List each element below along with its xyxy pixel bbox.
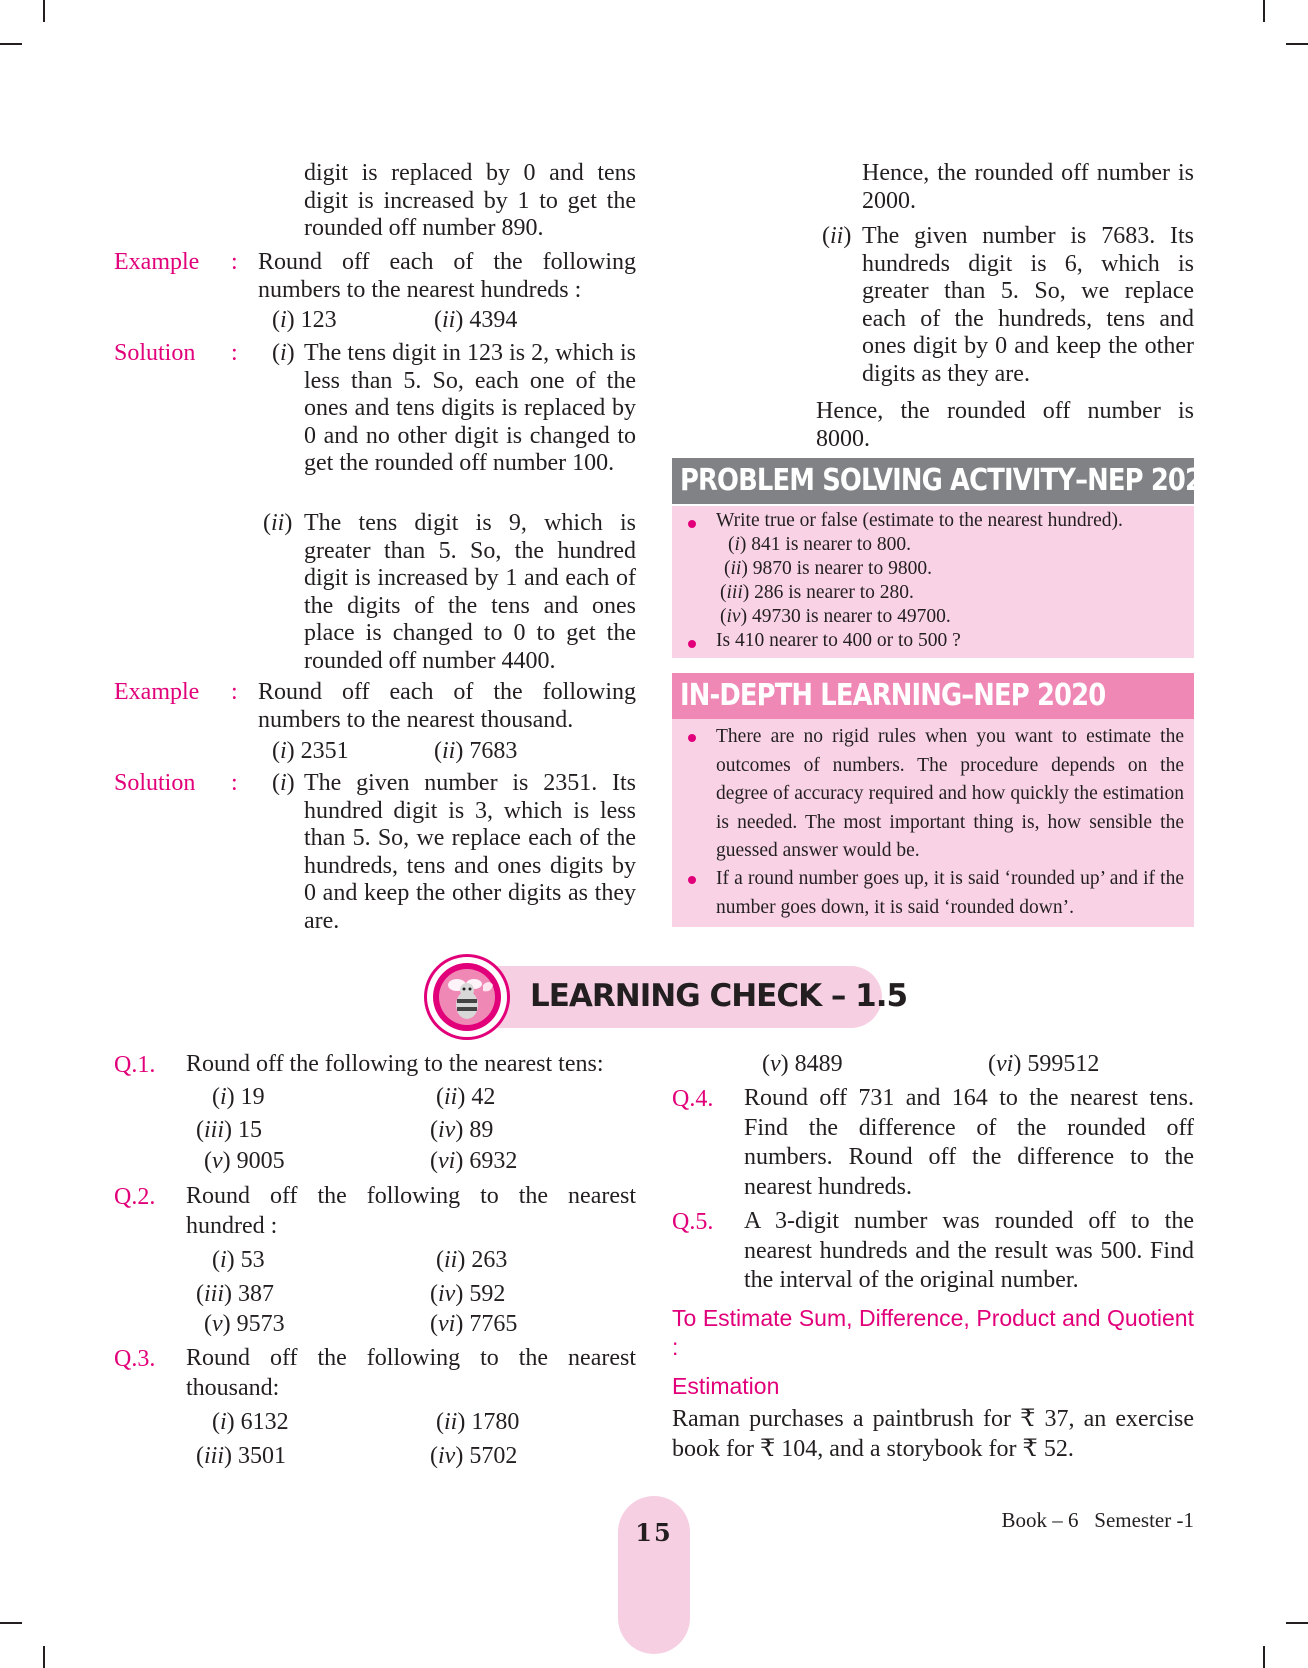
activity-item: (iv) 49730 is nearer to 49700. <box>720 606 951 627</box>
question-item: (iii) 15 <box>196 1117 263 1143</box>
question-item: (vi) 7765 <box>430 1311 518 1337</box>
question-item: (vi) 6932 <box>430 1148 518 1174</box>
question-item: (i) 19 <box>212 1084 265 1110</box>
problem-solving-banner <box>672 458 1220 504</box>
crop-mark <box>43 0 45 22</box>
crop-mark <box>1263 0 1265 22</box>
crop-mark <box>0 43 22 45</box>
solution-label: Solution <box>114 770 196 796</box>
question-number: Q.2. <box>114 1184 156 1210</box>
sub-heading: Estimation <box>672 1373 780 1399</box>
question-number: Q.4. <box>672 1086 714 1112</box>
bullet <box>688 520 696 528</box>
example-label: Example <box>114 679 200 705</box>
book-info: Book – 6 Semester -1 <box>1001 1508 1194 1532</box>
question-item: (ii) 1780 <box>436 1409 520 1435</box>
in-depth-title: IN-DEPTH LEARNING–NEP 2020 <box>680 678 1106 713</box>
paragraph: Raman purchases a paintbrush for ₹ 37, an exercise book for ₹ 104, and a storybook for ₹ 52. <box>672 1406 1194 1462</box>
solution-label: Solution <box>114 340 196 366</box>
solution-text: The given number is 2351. Its hundred digit is 3, which is less than 5. So, we replace each of the hundreds, tens and ones digits by 0 and keep the other digits as they are. <box>304 770 636 934</box>
bullet-text: Is 410 nearer to 400 or to 500 ? <box>716 630 961 651</box>
in-depth-box <box>672 719 1194 927</box>
page-number: 15 <box>635 1518 673 1547</box>
question-item: (vi) 599512 <box>988 1051 1100 1077</box>
question-number: Q.1. <box>114 1052 156 1078</box>
problem-solving-title: PROBLEM SOLVING ACTIVITY–NEP 2020 <box>680 463 1220 498</box>
learning-check-title: LEARNING CHECK – 1.5 <box>530 978 908 1014</box>
bee-icon <box>427 957 507 1037</box>
example-text: Round off each of the following numbers to the nearest hundreds : <box>258 249 636 303</box>
question-item: (iv) 592 <box>430 1281 506 1307</box>
conclusion-text: Hence, the rounded off number is 8000. <box>816 398 1194 452</box>
example-text: Round off each of the following numbers to the nearest thousand. <box>258 679 636 733</box>
question-item: (i) 6132 <box>212 1409 289 1435</box>
question-text: Round off 731 and 164 to the nearest tens. Find the difference of the rounded off numbers. Round off the difference to the nearest hundreds. <box>744 1085 1194 1200</box>
solution-text: The given number is 7683. Its hundreds digit is 6, which is greater than 5. So, we replace each of the hundreds, tens and ones digit by 0 and keep the other digits as they are. <box>862 223 1194 387</box>
question-item: (v) 8489 <box>762 1051 843 1077</box>
roman-numeral: (ii) <box>822 223 852 249</box>
question-text: Round off the following to the nearest thousand: <box>186 1345 636 1401</box>
crop-mark <box>1263 1646 1265 1668</box>
roman-numeral: (ii) <box>263 510 293 536</box>
problem-solving-box <box>672 506 1194 658</box>
question-item: (v) 9005 <box>204 1148 285 1174</box>
question-item: (iv) 89 <box>430 1117 494 1143</box>
activity-item: (ii) 9870 is nearer to 9800. <box>724 558 932 579</box>
continuation-text: digit is replaced by 0 and tens digit is increased by 1 to get the rounded off number 890. <box>304 160 636 241</box>
example-label: Example <box>114 249 200 275</box>
colon: : <box>231 679 238 705</box>
activity-item: (i) 841 is nearer to 800. <box>728 534 912 555</box>
crop-mark <box>1286 43 1308 45</box>
crop-mark <box>0 1622 22 1624</box>
crop-mark <box>43 1646 45 1668</box>
question-text: Round off the following to the nearest hundred : <box>186 1183 636 1239</box>
bullet <box>688 734 696 742</box>
question-item: (ii) 263 <box>436 1247 508 1273</box>
example-item: (ii) 7683 <box>434 738 518 764</box>
question-item: (ii) 42 <box>436 1084 496 1110</box>
example-item: (i) 2351 <box>272 738 349 764</box>
colon: : <box>231 340 238 366</box>
question-item: (iv) 5702 <box>430 1443 518 1469</box>
solution-text: The tens digit in 123 is 2, which is less than 5. So, each one of the ones and tens digits is replaced by 0 and no other digit is changed to get the rounded off number 100. <box>304 340 636 476</box>
bullet <box>688 876 696 884</box>
bullet-text: If a round number goes up, it is said ‘rounded up’ and if the number goes down, it is said ‘rounded down’. <box>716 868 1184 918</box>
question-text: A 3-digit number was rounded off to the nearest hundreds and the result was 500. Find the interval of the original number. <box>744 1208 1194 1293</box>
section-heading: To Estimate Sum, Difference, Product and Quotient : <box>672 1305 1194 1360</box>
example-item: (ii) 4394 <box>434 307 518 333</box>
question-item: (i) 53 <box>212 1247 265 1273</box>
in-depth-banner <box>672 673 1194 719</box>
example-item: (i) 123 <box>272 307 337 333</box>
colon: : <box>231 770 238 796</box>
bullet-text: There are no rigid rules when you want to estimate the outcomes of numbers. The procedure depends on the degree of accuracy required and how quickly the estimation is needed. The most important thing is, how sensible the guessed answer would be. <box>716 726 1184 861</box>
roman-numeral: (i) <box>272 340 295 366</box>
roman-numeral: (i) <box>272 770 295 796</box>
question-number: Q.3. <box>114 1346 156 1372</box>
question-item: (iii) 387 <box>196 1281 275 1307</box>
question-number: Q.5. <box>672 1209 714 1235</box>
crop-mark <box>1286 1622 1308 1624</box>
colon: : <box>231 249 238 275</box>
solution-text: The tens digit is 9, which is greater than 5. So, the hundred digit is increased by 1 and each of the digits of the tens and ones place is changed to 0 to get the rounded off number 4400. <box>304 510 636 674</box>
continuation-text: Hence, the rounded off number is 2000. <box>862 160 1194 214</box>
bullet-text: Write true or false (estimate to the nearest hundred). <box>716 510 1123 531</box>
question-item: (v) 9573 <box>204 1311 285 1337</box>
question-text: Round off the following to the nearest tens: <box>186 1051 604 1077</box>
activity-item: (iii) 286 is nearer to 280. <box>720 582 914 603</box>
question-item: (iii) 3501 <box>196 1443 287 1469</box>
bullet <box>688 640 696 648</box>
learning-check-badge <box>424 954 510 1040</box>
